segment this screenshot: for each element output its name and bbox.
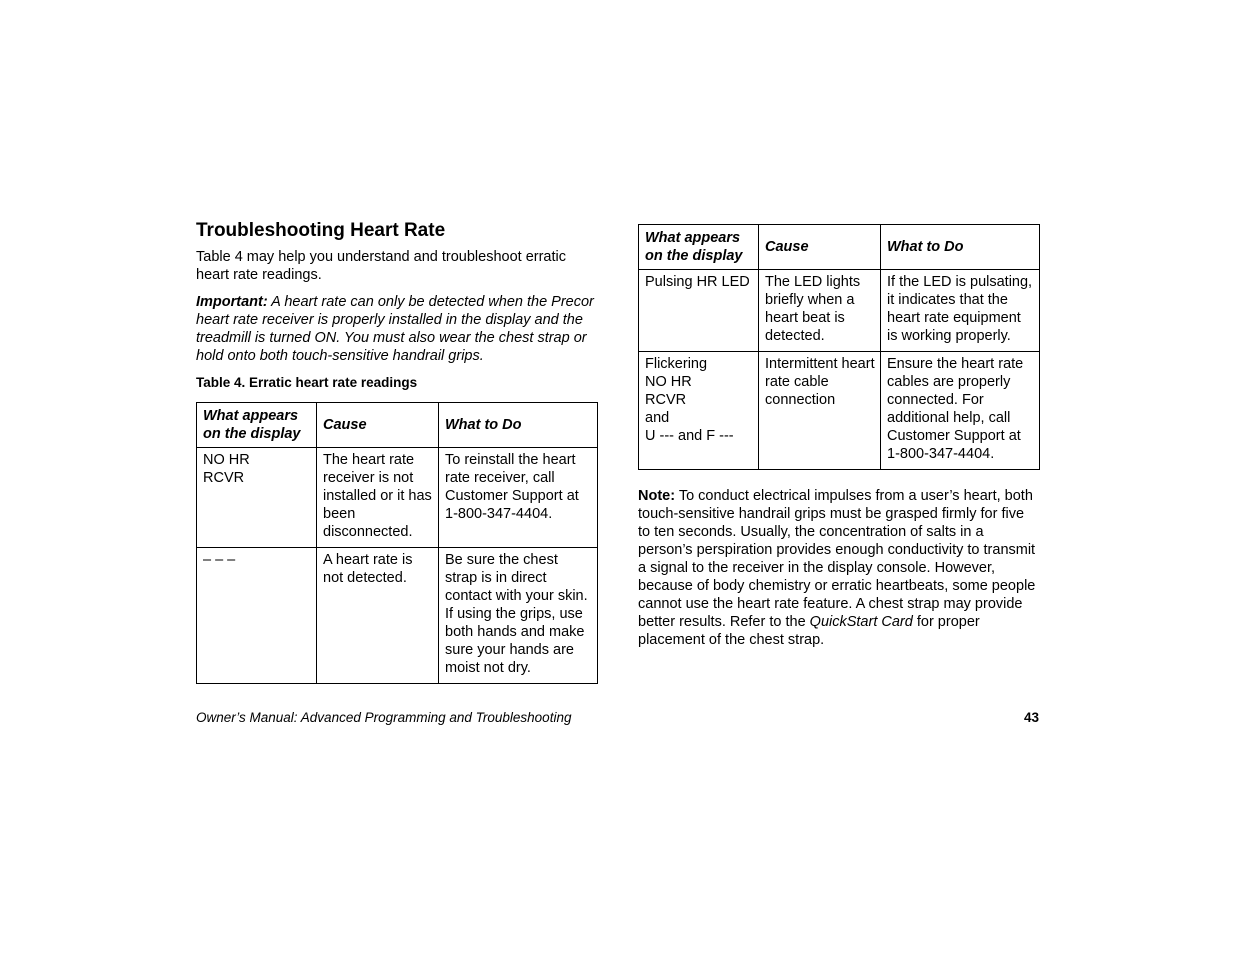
display-line: Pulsing HR LED [645, 274, 750, 290]
note-label: Note: [638, 488, 676, 504]
display-line: RCVR [645, 392, 687, 408]
action-cell: Be sure the chest strap is in direct contact with your skin. If using the grips, use both hands and make sure your hands are moist not dry. [439, 548, 598, 684]
header-cause: Cause [759, 225, 881, 270]
note-text: To conduct electrical impulses from a user’s heart, both touch-sensitive handrail grips must be grasped firmly for five to ten seconds. Usually, the concentration of salts in a person’s perspiration provides enough conductivity to transmit a signal to the receiver in the display console. However, because of body chemistry or erratic heartbeats, some people cannot use the heart rate feature. A chest strap may provide better results. Refer to the [638, 488, 1036, 630]
display-line: RCVR [203, 470, 245, 486]
cause-cell: The heart rate receiver is not installed or it has been disconnected. [317, 448, 439, 548]
header-action: What to Do [881, 225, 1040, 270]
table-header-row [197, 403, 598, 448]
display-line: U --- and F --- [645, 428, 734, 444]
action-cell: Ensure the heart rate cables are properly connected. For additional help, call Customer Support at 1-800-347-4404. [881, 352, 1040, 470]
header-display: What appears on the display [197, 403, 317, 448]
left-column [196, 219, 597, 684]
table-header-row [639, 225, 1040, 270]
section-title: Troubleshooting Heart Rate [196, 220, 446, 241]
right-column [638, 224, 1039, 649]
display-cell [197, 548, 317, 684]
footer-manual-title: Owner’s Manual: Advanced Programming and Troubleshooting [196, 710, 572, 725]
heart-rate-table-right [638, 224, 1040, 470]
header-cause: Cause [317, 403, 439, 448]
heart-rate-table-left [196, 402, 598, 684]
note-paragraph [638, 487, 1039, 649]
table-row [197, 448, 598, 548]
display-line: NO HR [203, 452, 250, 468]
table-row [639, 352, 1040, 470]
display-cell [197, 448, 317, 548]
table-row [639, 270, 1040, 352]
display-line: NO HR [645, 374, 692, 390]
display-cell [639, 270, 759, 352]
display-cell [639, 352, 759, 470]
table-row [197, 548, 598, 684]
action-cell: If the LED is pulsating, it indicates that the heart rate equipment is working properly. [881, 270, 1040, 352]
header-display: What appears on the display [639, 225, 759, 270]
important-label: Important: [196, 294, 268, 310]
header-action: What to Do [439, 403, 598, 448]
important-text: A heart rate can only be detected when the Precor heart rate receiver is properly installed in the display and the treadmill is turned ON. You must also wear the chest strap or hold onto both touch-sensitive handrail grips. [196, 294, 594, 364]
cause-cell: Intermittent heart rate cable connection [759, 352, 881, 470]
display-line: – – – [203, 552, 236, 568]
quickstart-card-reference: QuickStart Card [809, 614, 913, 630]
table-caption: Table 4. Erratic heart rate readings [196, 375, 418, 390]
important-paragraph [196, 293, 597, 365]
note-text-end: for proper placement of the chest strap. [638, 614, 980, 648]
intro-paragraph: Table 4 may help you understand and troubleshoot erratic heart rate readings. [196, 249, 566, 283]
display-line: Flickering [645, 356, 708, 372]
cause-cell: A heart rate is not detected. [317, 548, 439, 684]
cause-cell: The LED lights briefly when a heart beat is detected. [759, 270, 881, 352]
action-cell: To reinstall the heart rate receiver, call Customer Support at 1-800-347-4404. [439, 448, 598, 548]
display-line: and [645, 410, 670, 426]
page-number: 43 [1023, 710, 1039, 725]
